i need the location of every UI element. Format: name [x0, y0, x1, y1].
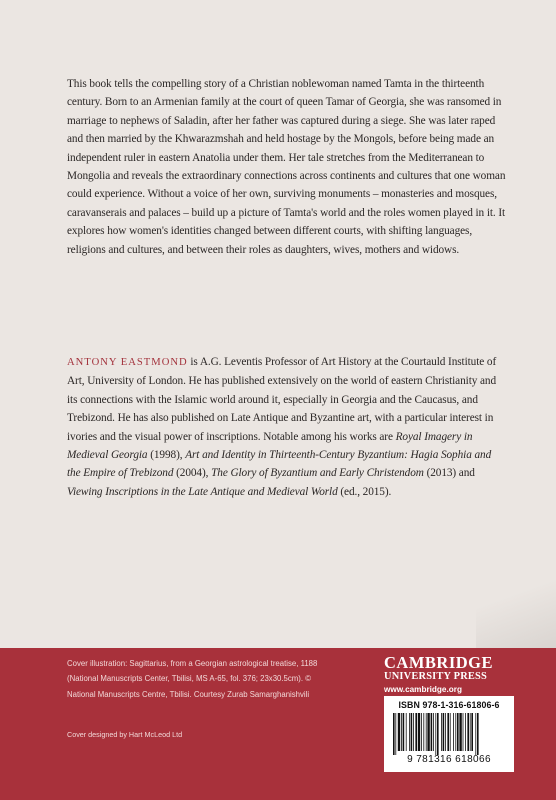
- work-year: (2013) and: [423, 467, 475, 480]
- publisher-name: CAMBRIDGE: [384, 653, 494, 672]
- work-title: Viewing Inscriptions in the Late Antique and Medieval World: [67, 485, 338, 498]
- barcode-bar: [431, 713, 433, 751]
- barcode-digits: 9 781316 618066: [407, 754, 491, 765]
- work-title: Art and Identity in Thirteenth-Century Byzantium: Hagia Sophia and the Empire of Trebizond: [67, 449, 492, 480]
- barcode-bar: [477, 713, 479, 755]
- page-corner-shadow: [476, 560, 556, 650]
- cover-design-credit: Cover designed by Hart McLeod Ltd: [67, 730, 183, 739]
- author-name: ANTONY EASTMOND: [67, 357, 188, 368]
- barcode-bar: [395, 713, 396, 755]
- barcode-bar: [413, 713, 414, 751]
- barcode-icon: [389, 713, 509, 755]
- barcode-bar: [406, 713, 407, 751]
- publisher-subtitle: UNIVERSITY PRESS: [384, 671, 487, 682]
- barcode-bar: [409, 713, 410, 751]
- work-title: Royal Imagery in Medieval Georgia: [67, 430, 473, 462]
- barcode-bar: [437, 713, 439, 755]
- barcode-bar: [418, 713, 420, 751]
- barcode-bar: [470, 713, 471, 751]
- barcode-bar: [433, 713, 434, 751]
- barcode-bar: [393, 713, 395, 755]
- barcode-bar: [423, 713, 424, 751]
- barcode-bar: [465, 713, 466, 751]
- barcode-bar: [441, 713, 442, 751]
- barcode-bar: [421, 713, 422, 751]
- cover-illustration-credit: Cover illustration: Sagittarius, from a Georgian astrological treatise, 1188 (National Manuscripts Center, Tbilisi, MS A-65, fol. 376; 23x30.5cm). © National Manuscripts Centre, Tbilisi. Courtesy Zurab Samarghanishvili: [67, 659, 318, 699]
- barcode-bar: [459, 713, 461, 751]
- barcode-bar: [401, 713, 402, 751]
- barcode-block: [384, 696, 514, 772]
- work-title: The Glory of Byzantium and Early Christendom: [211, 467, 424, 480]
- barcode-bar: [435, 713, 436, 755]
- barcode-bar: [457, 713, 459, 751]
- book-blurb: [67, 75, 507, 259]
- barcode-bar: [467, 713, 469, 751]
- barcode-bar: [411, 713, 413, 751]
- barcode-bar: [453, 713, 454, 751]
- barcode-bar: [455, 713, 456, 751]
- barcode-bar: [403, 713, 405, 751]
- barcode-bar: [475, 713, 476, 755]
- bio-intro: is A.G. Leventis Professor of Art History at the Courtauld Institute of Art, University of London. He has published extensively on the world of eastern Christianity and its connections with the Islamic world around it, especially in Georgia and the Caucasus, and Trebizond. He has also published on Late Antique and Byzantine art, with a particular interest in ivories and the visual power of inscriptions. Notable among his works are: [67, 356, 497, 443]
- barcode-bar: [426, 713, 427, 751]
- barcode-bar: [427, 713, 429, 751]
- barcode-bar: [450, 713, 451, 751]
- isbn-text: ISBN 978-1-316-61806-6: [398, 700, 500, 710]
- barcode-bar: [463, 713, 464, 751]
- barcode-bar: [471, 713, 473, 751]
- barcode-bar: [415, 713, 417, 751]
- isbn-label: [389, 700, 509, 710]
- barcode-bar: [398, 713, 400, 751]
- barcode-bar: [445, 713, 446, 751]
- blurb-text: This book tells the compelling story of a Christian noblewoman named Tamta in the thirteenth century. Born to an Armenian family at the court of queen Tamar of Georgia, she was ransomed in marriage to nephews of Saladin, after her father was captured during a siege. She was later raped and then married by the Khwarazmshah and held hostage by the Mongols, before being made an independent ruler in eastern Anatolia under them. Her tale stretches from the Mediterranean to Mongolia and reveals the extraordinary connections across continents and cultures that one woman could experience. Without a voice of her own, surviving monuments – monasteries and mosques, caravanserais and palaces – build up a picture of Tamta's world and the roles women played in it. It explores how women's identities changed between different courts, with shifting languages, religions and cultures, and between their roles as daughters, wives, mothers and widows.: [67, 78, 506, 256]
- work-year: (1998),: [147, 449, 186, 462]
- work-year: (2004),: [173, 467, 212, 480]
- publisher-url: www.cambridge.org: [384, 685, 462, 694]
- author-bio: [67, 353, 507, 501]
- publisher-logo: [384, 654, 514, 696]
- barcode-bar: [447, 713, 449, 751]
- barcode-bar: [443, 713, 445, 751]
- work-year: (ed., 2015).: [337, 485, 392, 498]
